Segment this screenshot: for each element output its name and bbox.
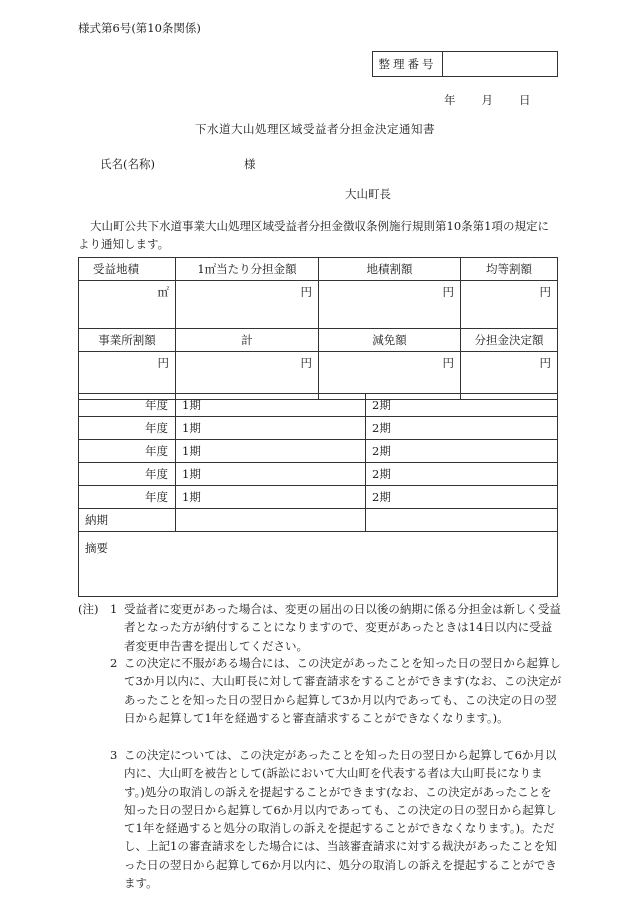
- reference-number-field[interactable]: [443, 52, 557, 76]
- note-item-3: [110, 746, 562, 892]
- cell-business-charge-yen[interactable]: 円: [79, 352, 176, 400]
- assessment-header-row-1: [79, 258, 558, 281]
- header-juekichiseki: [79, 258, 176, 281]
- honorific-sama: 様: [244, 157, 256, 171]
- cell-total-yen[interactable]: 円: [176, 352, 319, 400]
- assessment-header-row-2: [79, 329, 558, 352]
- remarks-label: 摘要: [85, 541, 108, 555]
- note-item-2: [110, 654, 562, 727]
- schedule-row: [79, 463, 558, 486]
- schedule-row: [79, 440, 558, 463]
- intro-paragraph: 大山町公共下水道事業大山処理区域受益者分担金徴収条例施行規則第10条第1項の規定により通知します。: [78, 219, 549, 251]
- header-total: 計: [176, 329, 319, 352]
- cell-unit-charge-yen[interactable]: 円: [176, 281, 319, 329]
- reference-number-label: 整理番号: [373, 52, 443, 76]
- note-text: この決定に不服がある場合には、この決定があったことを知った日の翌日から起算して3か月以内に、大山町長に対して審査請求をすることができます(なお、この決定があったことを知った日の翌日から起算して3か月以内であっても、この決定の日の翌日から起算して1年を経過すると審査請求することができなくなります。)。: [124, 656, 562, 725]
- fiscal-year-cell[interactable]: 年度: [79, 394, 176, 417]
- period-2-cell[interactable]: 2期: [366, 463, 558, 486]
- period-1-cell[interactable]: 1期: [176, 394, 366, 417]
- header-text: 受益地積: [93, 262, 139, 276]
- header-reduction: 減免額: [319, 329, 461, 352]
- fiscal-year-cell[interactable]: 年度: [79, 417, 176, 440]
- period-1-cell[interactable]: 1期: [176, 486, 366, 509]
- recipient-name-label: 氏名(名称): [100, 157, 155, 171]
- note-number: 3: [110, 748, 118, 762]
- note-item-1: [110, 600, 562, 655]
- cell-decided-amount-yen[interactable]: 円: [461, 352, 558, 400]
- due-date-label-text: 納期: [85, 513, 108, 527]
- header-unit-charge: 1㎡当たり分担金額: [176, 258, 319, 281]
- header-business-charge: 事業所割額: [79, 329, 176, 352]
- note-number: 2: [110, 656, 118, 670]
- document-title: 下水道大山処理区域受益者分担金決定通知書: [195, 122, 435, 136]
- period-2-cell[interactable]: 2期: [366, 440, 558, 463]
- cell-equal-charge-yen[interactable]: 円: [461, 281, 558, 329]
- due-date-row: [79, 509, 558, 532]
- assessment-value-row-1: [79, 281, 558, 329]
- date-month-label: 月: [481, 93, 493, 107]
- cell-area-unit[interactable]: ㎡: [79, 281, 176, 329]
- period-2-cell[interactable]: 2期: [366, 417, 558, 440]
- remarks-cell[interactable]: [79, 532, 558, 597]
- cell-reduction-yen[interactable]: 円: [319, 352, 461, 400]
- payment-schedule-table: [78, 393, 558, 597]
- fiscal-year-cell[interactable]: 年度: [79, 440, 176, 463]
- schedule-row: [79, 486, 558, 509]
- assessment-table: [78, 257, 558, 400]
- fiscal-year-cell[interactable]: 年度: [79, 486, 176, 509]
- period-2-cell[interactable]: 2期: [366, 394, 558, 417]
- note-text: 受益者に変更があった場合は、変更の届出の日以後の納期に係る分担金は新しく受益者となった方が納付することになりますので、変更があったときは14日以内に受益者変更申告書を提出してください。: [124, 602, 561, 653]
- note-number: 1: [110, 602, 118, 616]
- date-day-label: 日: [519, 93, 531, 107]
- period-1-cell[interactable]: 1期: [176, 417, 366, 440]
- issuer-name: 大山町長: [345, 187, 391, 201]
- due-date-cell-2[interactable]: [366, 509, 558, 532]
- header-juekichiseki-text: [85, 261, 169, 277]
- fiscal-year-cell[interactable]: 年度: [79, 463, 176, 486]
- note-text: この決定については、この決定があったことを知った日の翌日から起算して6か月以内に、大山町を被告として(訴訟において大山町を代表する者は大山町長になります。)処分の取消しの訴えを提起することができます(なお、この決定があったことを知った日の翌日から起算して6か月以内であっても、この決定の日の翌日から起算して1年を経過すると処分の取消しの訴えを提起することができなくなります。)。ただし、上記1の審査請求をした場合には、当該審査請求に対する裁決があったことを知った日の翌日から起算して6か月以内に、処分の取消しの訴えを提起することができます。: [124, 748, 557, 891]
- date-line: [444, 92, 531, 108]
- notes-heading: (注): [78, 602, 99, 616]
- header-area-charge: 地積割額: [319, 258, 461, 281]
- due-date-label: [79, 509, 176, 532]
- header-decided-amount: 分担金決定額: [461, 329, 558, 352]
- cell-area-charge-yen[interactable]: 円: [319, 281, 461, 329]
- reference-number-box: [372, 51, 558, 77]
- header-equal-charge: 均等割額: [461, 258, 558, 281]
- period-1-cell[interactable]: 1期: [176, 463, 366, 486]
- schedule-row: [79, 394, 558, 417]
- schedule-row: [79, 417, 558, 440]
- date-year-label: 年: [444, 93, 456, 107]
- remarks-row: [79, 532, 558, 597]
- due-date-cell-1[interactable]: [176, 509, 366, 532]
- period-2-cell[interactable]: 2期: [366, 486, 558, 509]
- period-1-cell[interactable]: 1期: [176, 440, 366, 463]
- form-number: 様式第6号(第10条関係): [78, 21, 201, 35]
